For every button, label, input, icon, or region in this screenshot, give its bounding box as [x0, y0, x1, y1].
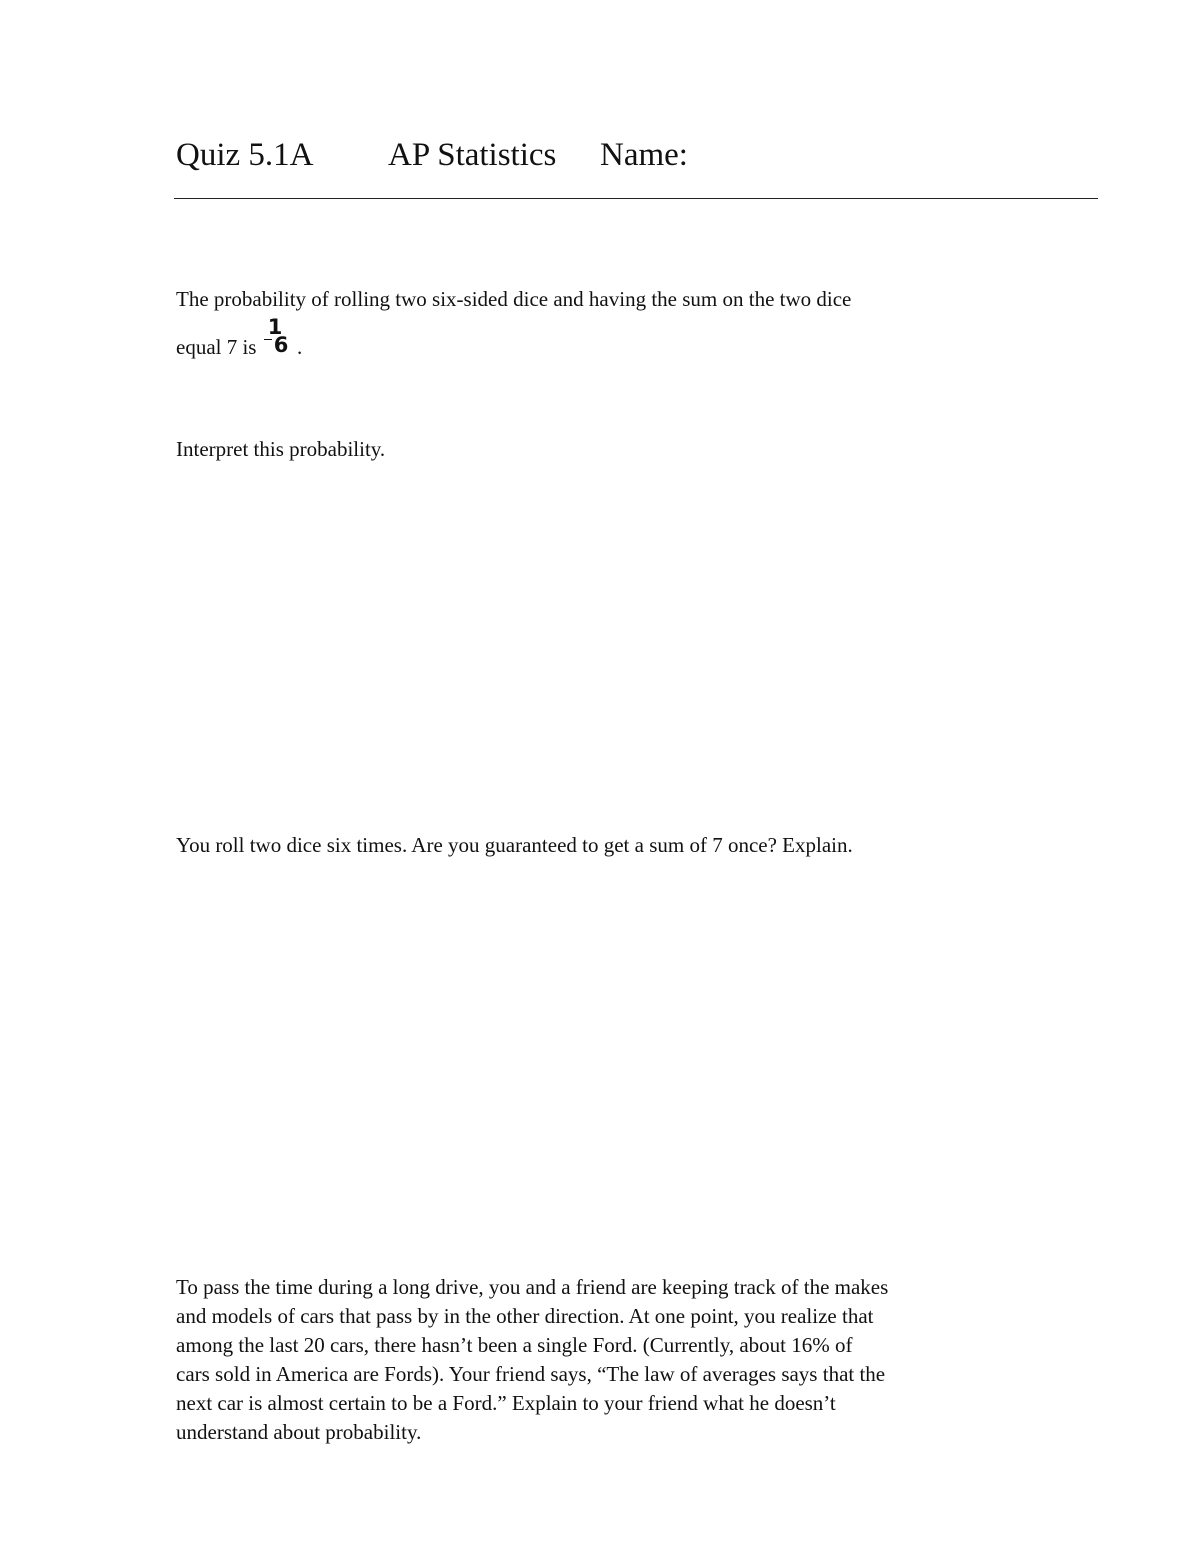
fraction-one-sixth [262, 315, 292, 360]
fraction-denominator: 6 [273, 333, 289, 357]
name-label: Name: [600, 137, 688, 173]
question-2: Interpret this probability. [176, 437, 386, 461]
course-name: AP Statistics [388, 137, 557, 173]
question-4-line: and models of cars that pass by in the other direction. At one point, you realize that [176, 1304, 874, 1328]
question-4-line: understand about probability. [176, 1420, 422, 1444]
question-1-suffix: . [296, 335, 303, 359]
quiz-header [176, 135, 1098, 175]
name-line [174, 198, 1098, 199]
question-4 [176, 1273, 996, 1447]
question-1-line-1: The probability of rolling two six-sided dice and having the sum on the two dice [176, 287, 852, 311]
question-1-prefix: equal 7 is [176, 335, 257, 359]
question-4-line: next car is almost certain to be a Ford.” Explain to your friend what he doesn’t [176, 1391, 836, 1415]
fraction-bar [264, 339, 272, 340]
question-4-line: among the last 20 cars, there hasn’t been a single Ford. (Currently, about 16% of [176, 1333, 853, 1357]
question-4-line: cars sold in America are Fords). Your friend says, “The law of averages says that the [176, 1362, 886, 1386]
question-4-line: To pass the time during a long drive, you and a friend are keeping track of the makes [176, 1275, 889, 1299]
question-3: You roll two dice six times. Are you guaranteed to get a sum of 7 once? Explain. [176, 833, 853, 857]
fraction-numerator: 1 [267, 315, 283, 339]
quiz-title: Quiz 5.1A [176, 137, 314, 173]
question-1-line-2 [176, 315, 303, 362]
